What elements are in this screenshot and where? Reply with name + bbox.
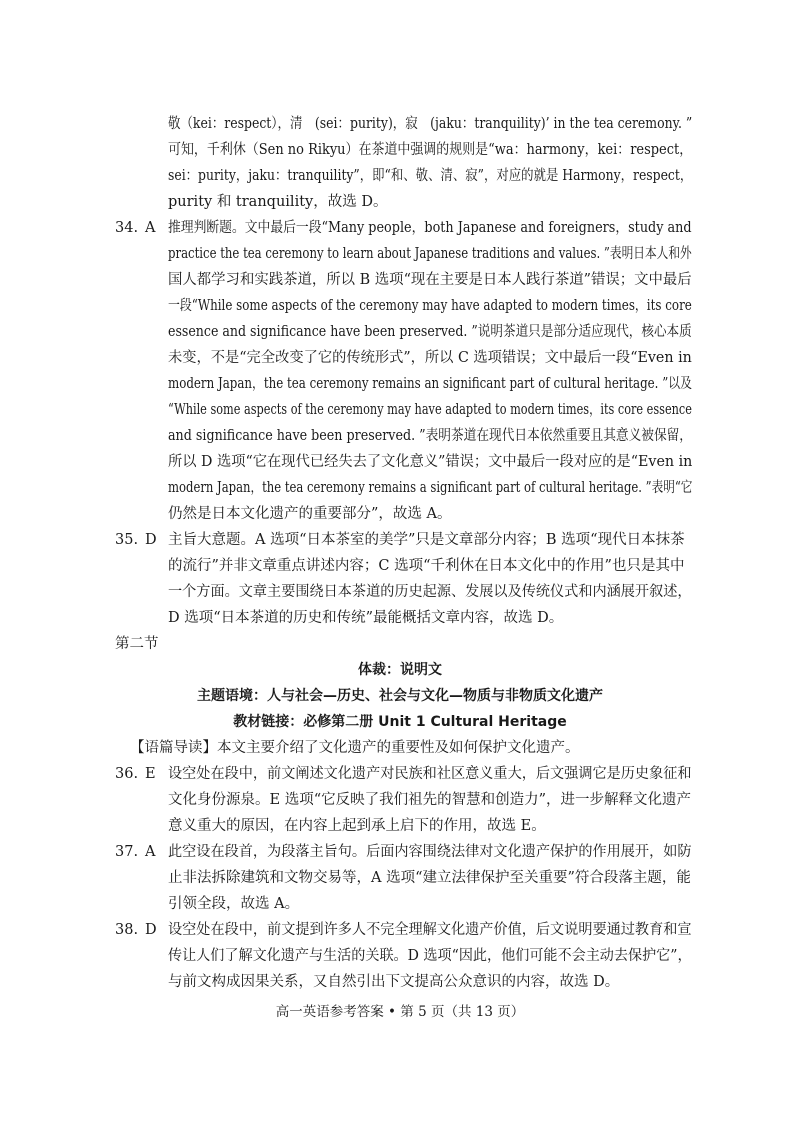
q35-line-3: 一个方面。文章主要围绕日本茶道的历史起源、发展以及传统仪式和内涵展开叙述，	[168, 584, 692, 600]
q35-line-1: 主旨大意题。A 选项“日本茶室的美学”只是文章部分内容；B 选项“现代日本抹茶	[168, 532, 685, 548]
reading-guide: 【语篇导读】本文主要介绍了文化遗产的重要性及如何保护文化遗产。	[130, 740, 580, 756]
q37-line-1: 此空设在段首，为段落主旨句。后面内容围绕法律对文化遗产保护的作用展开，如防	[168, 844, 692, 860]
q35-line-4: D 选项“日本茶道的历史和传统”最能概括文章内容，故选 D。	[168, 610, 564, 626]
q34-line-10: 所以 D 选项“它在现代已经失去了文化意义”错误；文中最后一段对应的是“Even in	[168, 454, 693, 470]
q34-line-12: 仍然是日本文化遗产的重要部分”，故选 A。	[168, 506, 452, 522]
q34-line-11: modern Japan，the tea ceremony remains a significant part of cultural heritage. ”表明“它	[168, 480, 693, 496]
q34-line-7: modern Japan，the tea ceremony remains an significant part of cultural heritage. ”以及	[168, 376, 692, 392]
q36-line-2: 文化身份源泉。E 选项“它反映了我们祖先的智慧和创造力”，进一步解释文化遗产	[168, 792, 692, 808]
q34-number: 34.	[115, 220, 139, 236]
q36-number: 36.	[115, 766, 139, 782]
page-footer: 高一英语参考答案 • 第 5 页（共 13 页）	[275, 1004, 525, 1020]
q38-line-2: 传让人们了解文化遗产与生活的关联。D 选项“因此，他们可能不会主动去保护它”，	[168, 948, 692, 964]
q34-line-5: essence and significance have been preserved. ”说明茶道只是部分适应现代，核心本质	[168, 324, 692, 340]
intro-line-4: purity 和 tranquility，故选 D。	[168, 194, 388, 210]
q38-line-3: 与前文构成因果关系，又自然引出下文提高公众意识的内容，故选 D。	[168, 974, 620, 990]
q34-line-2: practice the tea ceremony to learn about Japanese traditions and values. ”表明日本人和外	[168, 246, 692, 262]
textbook-heading: 教材链接：必修第二册 Unit 1 Cultural Heritage	[233, 714, 567, 730]
theme-heading: 主题语境：人与社会—历史、社会与文化—物质与非物质文化遗产	[197, 688, 603, 704]
section-label: 第二节	[115, 636, 159, 652]
q35-number: 35.	[115, 532, 139, 548]
q36-line-1: 设空处在段中，前文阐述文化遗产对民族和社区意义重大，后文强调它是历史象征和	[168, 766, 692, 782]
q38-number: 38.	[115, 922, 139, 938]
q34-line-9: and significance have been preserved. ”表明茶道在现代日本依然重要且其意义被保留，	[168, 428, 693, 444]
intro-line-2: 可知，千利休（Sen no Rikyu）在茶道中强调的规则是“wa：harmony，kei：respect，	[168, 142, 693, 158]
q34-line-8: “While some aspects of the ceremony may have adapted to modern times，its core essence	[168, 402, 692, 418]
q34-line-4: 一段“While some aspects of the ceremony may have adapted to modern times，its core	[168, 298, 692, 314]
q36-answer: E	[145, 766, 156, 782]
q37-answer: A	[145, 844, 156, 860]
q34-answer: A	[145, 220, 156, 236]
q34-line-1: 推理判断题。文中最后一段“Many people，both Japanese and foreigners，study and	[168, 220, 692, 236]
q38-line-1: 设空处在段中，前文提到许多人不完全理解文化遗产价值，后文说明要通过教育和宣	[168, 922, 692, 938]
intro-line-3: sei：purity，jaku：tranquility”，即“和、敬、清、寂”，对应的就是 Harmony，respect，	[168, 168, 693, 184]
intro-line-1: 敬（kei：respect），清 (sei：purity)，寂 (jaku：tranquility)’ in the tea ceremony. ”	[168, 116, 693, 132]
q36-line-3: 意义重大的原因，在内容上起到承上启下的作用，故选 E。	[168, 818, 546, 834]
q37-number: 37.	[115, 844, 139, 860]
q35-answer: D	[145, 532, 157, 548]
q35-line-2: 的流行”并非文章重点讲述内容；C 选项“千利休在日本文化中的作用”也只是其中	[168, 558, 685, 574]
genre-heading: 体裁：说明文	[358, 662, 442, 678]
q34-line-3: 国人都学习和实践茶道，所以 B 选项“现在主要是日本人践行茶道”错误；文中最后	[168, 272, 692, 288]
q37-line-3: 引领全段，故选 A。	[168, 896, 300, 912]
q38-answer: D	[145, 922, 157, 938]
q34-line-6: 未变，不是“完全改变了它的传统形式”，所以 C 选项错误；文中最后一段“Even in	[168, 350, 692, 366]
q37-line-2: 止非法拆除建筑和文物交易等，A 选项“建立法律保护至关重要”符合段落主题，能	[168, 870, 691, 886]
